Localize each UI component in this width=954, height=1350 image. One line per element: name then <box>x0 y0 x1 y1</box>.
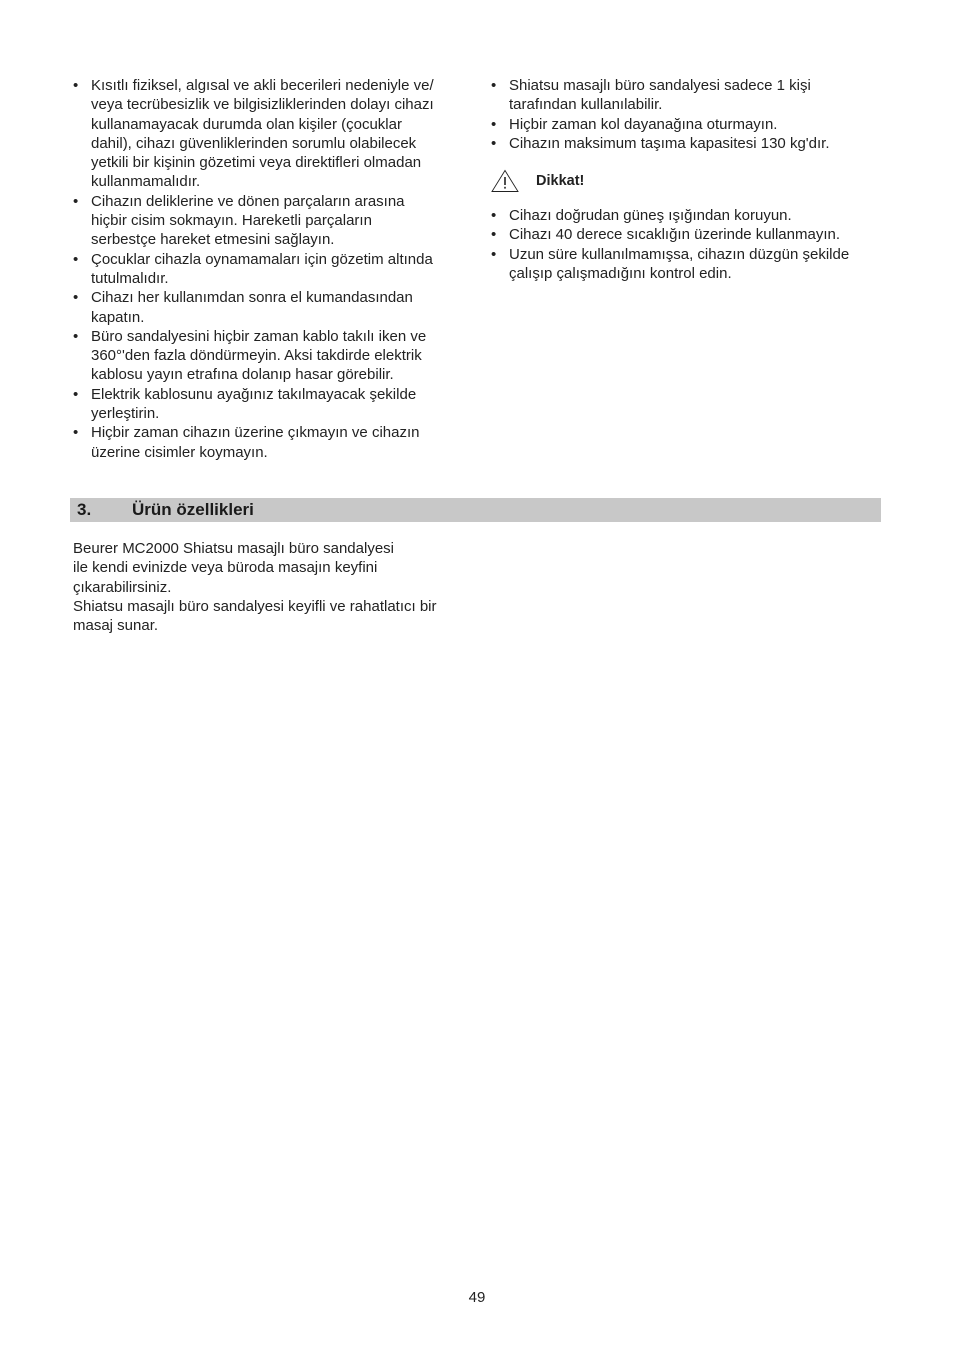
list-item: • Hiçbir zaman kol dayanağına oturmayın. <box>491 115 881 134</box>
list-item: • Büro sandalyesini hiçbir zaman kablo takılı iken ve 360°'den fazla döndürmeyin. Aksi takdirde elektrik kablosu yayın etrafına dolanıp hasar görebilir. <box>73 327 468 385</box>
list-item: • Hiçbir zaman cihazın üzerine çıkmayın ve cihazın üzerine cisimler koymayın. <box>73 423 468 462</box>
warning-triangle-icon <box>491 169 519 193</box>
warning-title: Dikkat! <box>536 172 585 189</box>
list-item: • Elektrik kablosunu ayağınız takılmayacak şekilde yerleştirin. <box>73 385 468 424</box>
list-item: • Cihazı doğrudan güneş ışığından koruyun. <box>491 206 881 225</box>
list-item: • Cihazın maksimum taşıma kapasitesi 130 kg'dır. <box>491 134 881 153</box>
section-heading <box>70 498 881 522</box>
safety-list-right <box>491 76 881 153</box>
section-number: 3. <box>77 500 92 519</box>
list-item: • Kısıtlı fiziksel, algısal ve akli becerileri nedeniyle ve/ veya tecrübesizlik ve bilgisizliklerinden dolayı cihazı kullanamayacak durumda olan kişiler (çocuklar dahil), cihazı güvenliklerinden sorumlu olabilecek yetkili bir kişinin gözetimi veya direktifleri olmadan kullanmamalıdır. <box>73 76 468 192</box>
warning-list <box>491 206 881 283</box>
list-item: • Çocuklar cihazla oynamamaları için gözetim altında tutulmalıdır. <box>73 250 468 289</box>
safety-list-left <box>73 76 468 462</box>
section-paragraph: Beurer MC2000 Shiatsu masajlı büro sandalyesi ile kendi evinizde veya büroda masajın keyfini çıkarabilirsiniz. <box>73 540 394 596</box>
list-item: • Cihazı 40 derece sıcaklığın üzerinde kullanmayın. <box>491 225 881 244</box>
warning-heading <box>491 168 881 194</box>
right-column <box>491 76 881 283</box>
list-item: • Uzun süre kullanılmamışsa, cihazın düzgün şekilde çalışıp çalışmadığını kontrol edin. <box>491 245 881 284</box>
list-item: • Cihazın deliklerine ve dönen parçaların arasına hiçbir cisim sokmayın. Hareketli parçaların serbestçe hareket etmesini sağlayın. <box>73 192 468 250</box>
list-item: • Shiatsu masajlı büro sandalyesi sadece 1 kişi tarafından kullanılabilir. <box>491 76 881 115</box>
section-body <box>73 539 473 635</box>
section-paragraph: Shiatsu masajlı büro sandalyesi keyifli ve rahatlatıcı bir masaj sunar. <box>73 597 437 635</box>
list-item: • Cihazı her kullanımdan sonra el kumandasından kapatın. <box>73 288 468 327</box>
left-column <box>73 76 468 462</box>
section-title: Ürün özellikleri <box>132 500 254 519</box>
page-number: 49 <box>468 1289 486 1306</box>
